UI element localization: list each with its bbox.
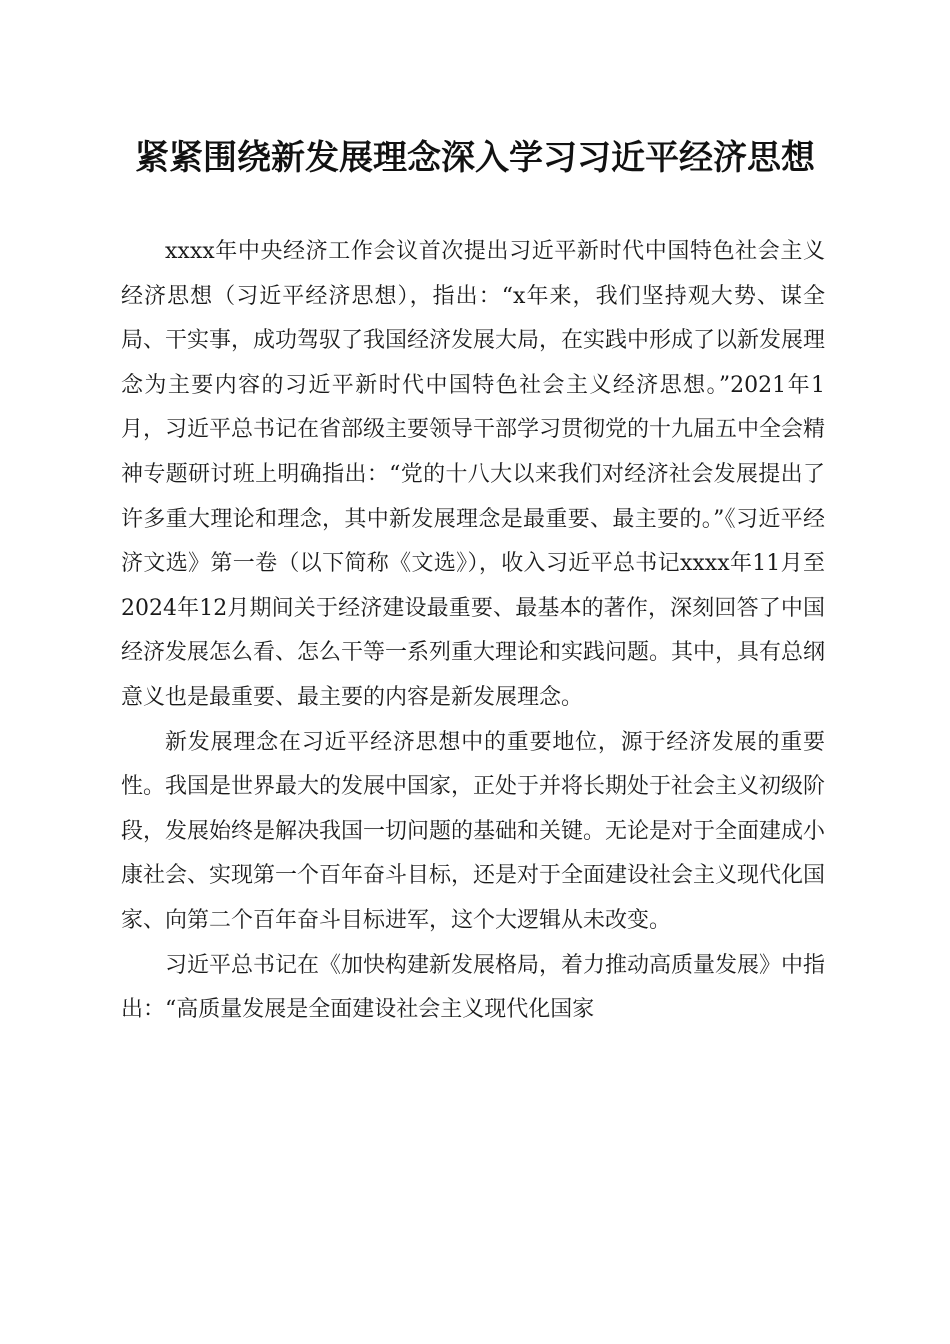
paragraph-1: xxxx年中央经济工作会议首次提出习近平新时代中国特色社会主义经济思想（习近平经济思想），指出：“x年来，我们坚持观大势、谋全局、干实事，成功驾驭了我国经济发展大局，在实践中形成了以新发展理念为主要内容的习近平新时代中国特色社会主义经济思想。”2021年1月，习近平总书记在省部级主要领导干部学习贯彻党的十九届五中全会精神专题研讨班上明确指出：“党的十八大以来我们对经济社会发展提出了许多重大理论和理念，其中新发展理念是最重要、最主要的。”《习近平经济文选》第一卷（以下简称《文选》），收入习近平总书记xxxx年11月至2024年12月期间关于经济建设最重要、最基本的著作，深刻回答了中国经济发展怎么看、怎么干等一系列重大理论和实践问题。其中，具有总纲意义也是最重要、最主要的内容是新发展理念。 [121, 239, 826, 710]
paragraph-3: 习近平总书记在《加快构建新发展格局，着力推动高质量发展》中指出：“高质量发展是全面建设社会主义现代化国家 [121, 952, 826, 1023]
document-title: 紧紧围绕新发展理念深入学习习近平经济思想 [135, 138, 815, 178]
document-body [121, 230, 825, 1033]
paragraph-2: 新发展理念在习近平经济思想中的重要地位，源于经济发展的重要性。我国是世界最大的发展中国家，正处于并将长期处于社会主义初级阶段，发展始终是解决我国一切问题的基础和关键。无论是对于全面建成小康社会、实现第一个百年奋斗目标，还是对于全面建设社会主义现代化国家、向第二个百年奋斗目标进军，这个大逻辑从未改变。 [121, 729, 826, 933]
